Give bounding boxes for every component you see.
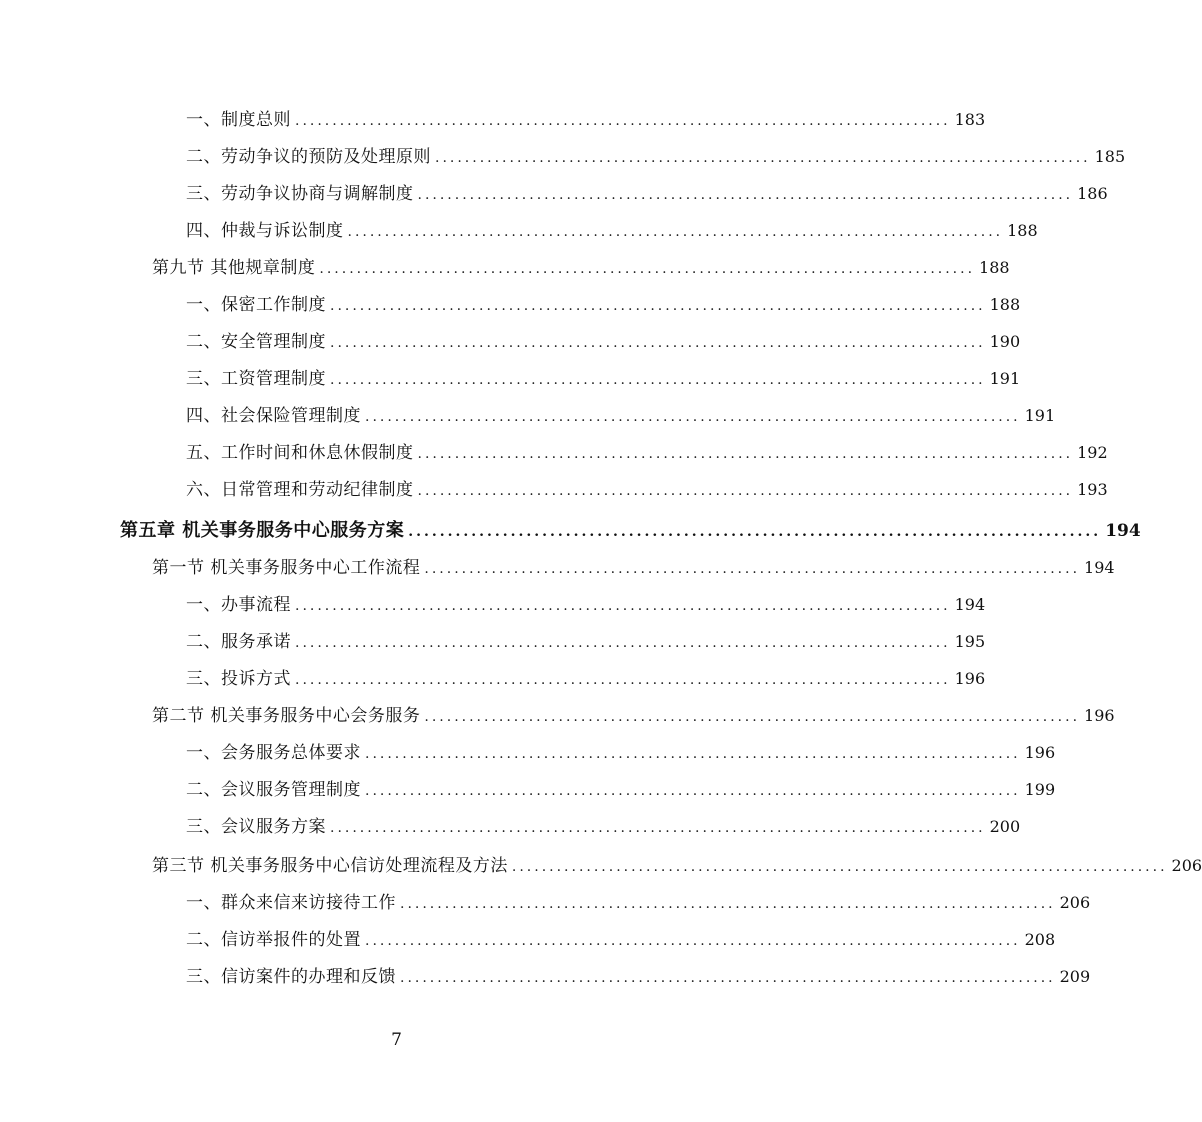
toc-entry-page: 206 — [1171, 856, 1202, 875]
toc-entry-page: 206 — [1059, 893, 1091, 912]
toc-entry-page: 191 — [989, 369, 1021, 388]
toc-entry[interactable] — [152, 697, 1115, 734]
dot-leader: ........................................................................................ — [295, 635, 951, 651]
dot-leader: ........................................................................................ — [295, 672, 951, 688]
dot-leader: ........................................................................................ — [330, 298, 986, 314]
dot-leader: ........................................................................................ — [295, 598, 951, 614]
toc-entry-title: 二、信访举报件的处置 — [186, 930, 361, 950]
toc-entry-page: 194 — [954, 595, 986, 614]
toc-entry[interactable] — [186, 623, 986, 660]
dot-leader: ........................................................................................ — [330, 372, 986, 388]
dot-leader: ........................................................................................ — [417, 483, 1074, 499]
toc-entry-page: 196 — [1024, 743, 1056, 762]
toc-entry-page: 194 — [1105, 521, 1141, 541]
toc-entry-page: 188 — [989, 295, 1021, 314]
toc-entry-title: 五、工作时间和休息休假制度 — [186, 443, 414, 463]
toc-entry[interactable] — [186, 175, 1108, 212]
toc-entry-page: 191 — [1024, 406, 1056, 425]
dot-leader: ........................................................................................ — [347, 224, 1004, 240]
toc-entry-title: 三、投诉方式 — [186, 669, 291, 689]
dot-leader: ........................................................................................ — [319, 261, 976, 277]
toc-entry-title: 二、安全管理制度 — [186, 332, 326, 352]
toc-entry-title: 四、仲裁与诉讼制度 — [186, 221, 344, 241]
toc-entry-title: 第九节 其他规章制度 — [152, 258, 316, 278]
toc-entry[interactable] — [186, 586, 986, 623]
toc-entry-title: 一、保密工作制度 — [186, 295, 326, 315]
dot-leader: ........................................................................................ — [330, 820, 986, 836]
toc-entry[interactable] — [186, 434, 1108, 471]
toc-entry-title: 一、办事流程 — [186, 595, 291, 615]
dot-leader: ........................................................................................ — [365, 409, 1021, 425]
dot-leader: ........................................................................................ — [365, 783, 1021, 799]
toc-entry-title: 一、群众来信来访接待工作 — [186, 893, 396, 913]
toc-entry[interactable] — [186, 921, 1056, 958]
toc-entry-page: 188 — [979, 258, 1010, 277]
toc-entry-title: 三、会议服务方案 — [186, 817, 326, 837]
dot-leader: ........................................................................................ — [400, 970, 1056, 986]
toc-entry-page: 208 — [1024, 930, 1056, 949]
toc-entry-title: 二、会议服务管理制度 — [186, 780, 361, 800]
toc-entry-title: 六、日常管理和劳动纪律制度 — [186, 480, 414, 500]
toc-entry-page: 185 — [1094, 147, 1126, 166]
toc-entry-page: 209 — [1059, 967, 1091, 986]
toc-entry-page: 196 — [1084, 706, 1115, 725]
toc-entry-page: 199 — [1024, 780, 1056, 799]
toc-entry[interactable] — [152, 847, 1202, 884]
toc-entry[interactable] — [186, 660, 986, 697]
dot-leader: ........................................................................................ — [435, 150, 1091, 166]
toc-entry-page: 200 — [989, 817, 1021, 836]
toc-entry-chapter[interactable] — [120, 512, 1141, 549]
toc-entry[interactable] — [152, 549, 1115, 586]
toc-entry[interactable] — [186, 286, 1021, 323]
toc-entry[interactable] — [186, 884, 1091, 921]
dot-leader: ........................................................................................ — [400, 896, 1056, 912]
toc-entry-page: 193 — [1077, 480, 1108, 499]
toc-entry-page: 194 — [1084, 558, 1115, 577]
dot-leader: ........................................................................................ — [365, 933, 1021, 949]
toc-entry[interactable] — [186, 471, 1108, 508]
toc-entry[interactable] — [186, 771, 1056, 808]
toc-entry[interactable] — [186, 138, 1126, 175]
dot-leader: ........................................................................................ — [295, 113, 951, 129]
toc-entry-page: 192 — [1077, 443, 1108, 462]
toc-entry-title: 一、会务服务总体要求 — [186, 743, 361, 763]
page-number: 7 — [391, 1030, 402, 1050]
toc-entry-title: 一、制度总则 — [186, 110, 291, 130]
toc-entry[interactable] — [186, 323, 1021, 360]
toc-entry-title: 第五章 机关事务服务中心服务方案 — [120, 520, 405, 541]
dot-leader: ........................................................................................ — [365, 746, 1021, 762]
toc-entry[interactable] — [186, 958, 1091, 995]
toc-entry[interactable] — [152, 249, 1010, 286]
toc-entry-page: 195 — [954, 632, 986, 651]
toc-entry-title: 第三节 机关事务服务中心信访处理流程及方法 — [152, 856, 508, 876]
toc-entry-page: 196 — [954, 669, 986, 688]
toc-entry-page: 188 — [1007, 221, 1038, 240]
dot-leader: ........................................................................................ — [408, 524, 1102, 540]
toc-entry-page: 183 — [954, 110, 986, 129]
toc-entry-title: 三、工资管理制度 — [186, 369, 326, 389]
toc-entry[interactable] — [186, 808, 1021, 845]
toc-entry[interactable] — [186, 101, 986, 138]
toc-entry[interactable] — [186, 734, 1056, 771]
toc-entry[interactable] — [186, 212, 1038, 249]
toc-entry-title: 第一节 机关事务服务中心工作流程 — [152, 558, 421, 578]
dot-leader: ........................................................................................ — [417, 187, 1074, 203]
toc-entry-title: 三、信访案件的办理和反馈 — [186, 967, 396, 987]
toc-entry[interactable] — [186, 397, 1056, 434]
toc-entry-page: 186 — [1077, 184, 1108, 203]
dot-leader: ........................................................................................ — [424, 709, 1081, 725]
dot-leader: ........................................................................................ — [330, 335, 986, 351]
toc-entry-title: 二、劳动争议的预防及处理原则 — [186, 147, 431, 167]
dot-leader: ........................................................................................ — [417, 446, 1074, 462]
toc-entry-title: 四、社会保险管理制度 — [186, 406, 361, 426]
toc-entry[interactable] — [186, 360, 1021, 397]
toc-entry-title: 三、劳动争议协商与调解制度 — [186, 184, 414, 204]
toc-entry-title: 二、服务承诺 — [186, 632, 291, 652]
toc-entry-page: 190 — [989, 332, 1021, 351]
dot-leader: ........................................................................................ — [511, 859, 1168, 875]
dot-leader: ........................................................................................ — [424, 561, 1081, 577]
toc-entry-title: 第二节 机关事务服务中心会务服务 — [152, 706, 421, 726]
